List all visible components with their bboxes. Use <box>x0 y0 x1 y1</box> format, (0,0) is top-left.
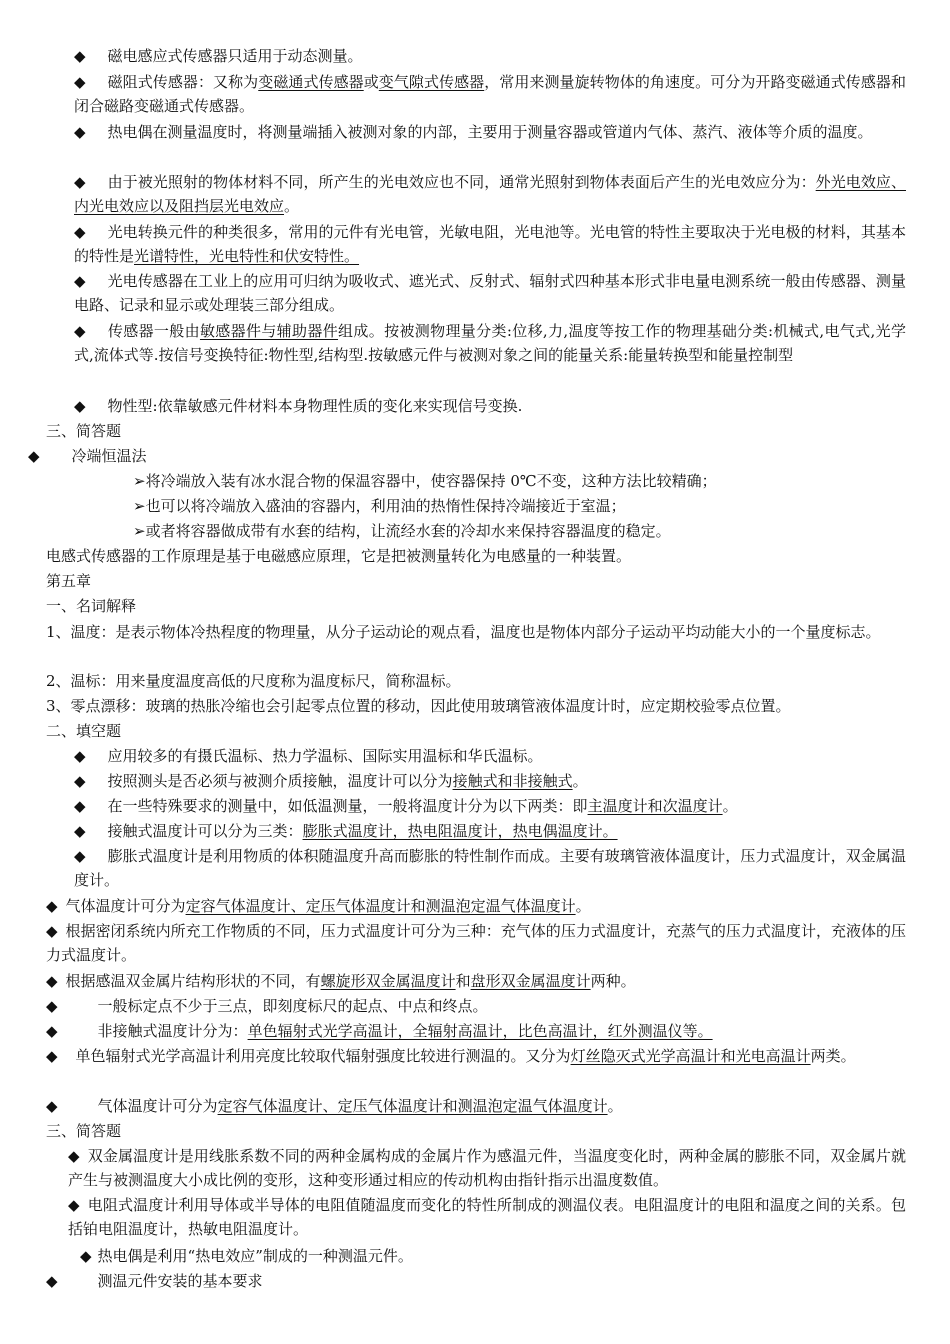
bullet-item <box>80 1246 413 1266</box>
bullet-text: 两种。 <box>590 972 636 990</box>
underlined-answer: 灯丝隐灭式光学高温计和光电高温计 <box>570 1047 811 1065</box>
bullet-text: 热电偶在测量温度时，将测量端插入被测对象的内部，主要用于测量容器或管道内气体、蒸汽、液体等介质的温度。 <box>107 123 873 141</box>
inductive-sensor-text: 电感式传感器的工作原理是基于电磁感应原理，它是把被测量转化为电感量的一种装置。 <box>46 547 632 565</box>
diamond-bullet-icon: ◆ <box>46 1047 58 1065</box>
underlined-answer: 盘形双金属温度计 <box>470 972 591 990</box>
bullet-text: 。 <box>607 1097 623 1115</box>
bullet-item <box>74 746 543 766</box>
diamond-bullet-icon: ◆ <box>74 397 86 415</box>
bullet-text: 气体温度计可分为 <box>65 897 186 915</box>
diamond-bullet-icon: ◆ <box>74 747 86 765</box>
bullet-text: 接触式温度计可以分为三类： <box>107 822 303 840</box>
bullet-text: 。 <box>572 772 588 790</box>
bullet-item <box>74 70 906 119</box>
bullet-text: 热电偶是利用“热电效应”制成的一种测温元件。 <box>97 1247 413 1265</box>
bullet-item <box>74 821 618 841</box>
underlined-answer: 敏感器件与辅助器件 <box>199 322 339 340</box>
bullet-text: 冷端恒温法 <box>71 447 147 465</box>
bullet-text: 单色辐射式光学高温计利用亮度比较取代辐射强度比较进行测温的。又分为 <box>75 1047 571 1065</box>
bullet-item <box>74 796 738 816</box>
arrow-text: 也可以将冷端放入盛油的容器内，利用油的热惰性保持冷端接近于室温； <box>145 497 626 515</box>
arrow-item <box>133 521 671 541</box>
term-definition: 1、温度：是表示物体冷热程度的物理量，从分子运动论的观点看，温度也是物体内部分子运动平均动能大小的一个量度标志。 <box>46 623 881 641</box>
diamond-bullet-icon: ◆ <box>46 997 58 1015</box>
bullet-text: 双金属温度计是用线胀系数不同的两种金属构成的金属片作为感温元件，当温度变化时，两种金属的膨胀不同，双金属片就产生与被测温度大小成比例的变形，这种变形通过相应的传动机构由指针指示出温度数值。 <box>68 1147 906 1190</box>
bullet-item <box>74 120 906 144</box>
bullet-text: ，常用来测量旋转物体的角速度。可分为开路变磁通式传感器和闭合磁路变磁通式传感器。 <box>74 73 906 116</box>
bullet-item <box>46 1021 713 1041</box>
bullet-item <box>46 919 906 968</box>
bullet-text: 光电传感器在工业上的应用可归纳为吸收式、遮光式、反射式、辐射式四种基本形式非电量电测系统一般由传感器、测量电路、记录和显示或处理装三部分组成。 <box>74 272 906 315</box>
underlined-answer: 定容气体温度计、定压气体温度计和测温泡定温气体温度计 <box>217 1097 608 1115</box>
underlined-answer: 单色辐射式光学高温计，全辐射高温计，比色高温计，红外测温仪等。 <box>247 1022 713 1040</box>
bullet-text: 一般标定点不少于三点，即刻度标尺的起点、中点和终点。 <box>97 997 488 1015</box>
term-definition: 2、温标：用来量度温度高低的尺度称为温度标尺，简称温标。 <box>46 672 461 690</box>
arrow-item <box>133 471 717 491</box>
diamond-bullet-icon: ◆ <box>68 1196 80 1214</box>
arrow-bullet-icon: ➢ <box>133 472 146 490</box>
diamond-bullet-icon: ◆ <box>68 1147 80 1165</box>
bullet-item <box>74 46 363 66</box>
section-heading: 二、填空题 <box>46 722 122 740</box>
cold-junction-heading <box>28 446 147 466</box>
diamond-bullet-icon: ◆ <box>74 123 86 141</box>
diamond-bullet-icon: ◆ <box>80 1247 92 1265</box>
arrow-text: 或者将容器做成带有水套的结构，让流经水套的冷却水来保持容器温度的稳定。 <box>145 522 671 540</box>
bullet-text: 光电转换元件的种类很多，常用的元件有光电管，光敏电阻，光电池等。光电管的特性主要取决于光电极的材料，其基本的特性是 <box>74 223 906 266</box>
bullet-text: 两类。 <box>810 1047 856 1065</box>
diamond-bullet-icon: ◆ <box>74 272 86 290</box>
bullet-item <box>46 971 636 991</box>
diamond-bullet-icon: ◆ <box>46 1022 58 1040</box>
bullet-text: 根据密闭系统内所充工作物质的不同，压力式温度计可分为三种：充气体的压力式温度计，充蒸气的压力式温度计，充液体的压力式温度计。 <box>46 922 906 965</box>
bullet-item <box>74 269 906 318</box>
underlined-answer: 变磁通式传感器 <box>258 73 364 91</box>
bullet-text: 或 <box>363 73 379 91</box>
diamond-bullet-icon: ◆ <box>74 173 86 191</box>
diamond-bullet-icon: ◆ <box>74 797 86 815</box>
bullet-text: 测温元件安装的基本要求 <box>97 1272 263 1290</box>
bullet-text: 物性型:依靠敏感元件材料本身物理性质的变化来实现信号变换. <box>107 397 523 415</box>
bullet-text: 根据感温双金属片结构形状的不同，有 <box>65 972 321 990</box>
diamond-bullet-icon: ◆ <box>74 847 86 865</box>
bullet-item <box>74 170 906 219</box>
bullet-text: 组成。按被测物理量分类:位移,力,温度等按工作的物理基础分类:机械式,电气式,光学式,流体式等.按信号变换特征:物性型,结构型.按敏感元件与被测对象之间的能量关系:能量转换型和能量控制型 <box>74 322 906 365</box>
arrow-item <box>133 496 626 516</box>
bullet-text: 电阻式温度计利用导体或半导体的电阻值随温度而变化的特性所制成的测温仪表。电阻温度计的电阻和温度之间的关系。包括铂电阻温度计，热敏电阻温度计。 <box>68 1196 906 1239</box>
bullet-text: 磁电感应式传感器只适用于动态测量。 <box>107 47 363 65</box>
bullet-text: 在一些特殊要求的测量中，如低温测量，一般将温度计分为以下两类：即 <box>107 797 588 815</box>
section-heading: 一、名词解释 <box>46 597 137 615</box>
bullet-item <box>74 771 588 791</box>
bullet-item <box>68 1144 906 1193</box>
bullet-item <box>74 844 906 893</box>
arrow-text: 将冷端放入装有冰水混合物的保温容器中，使容器保持 0℃不变，这种方法比较精确； <box>145 472 717 490</box>
bullet-text: 。 <box>284 197 300 216</box>
diamond-bullet-icon: ◆ <box>46 1272 58 1290</box>
bullet-item <box>74 319 906 368</box>
arrow-bullet-icon: ➢ <box>133 497 146 515</box>
diamond-bullet-icon: ◆ <box>46 922 58 940</box>
bullet-text: 由于被光照射的物体材料不同，所产生的光电效应也不同，通常光照射到物体表面后产生的光电效应分为： <box>107 173 816 191</box>
section-heading: 三、简答题 <box>46 422 122 440</box>
diamond-bullet-icon: ◆ <box>46 897 58 915</box>
bullet-text: 磁阻式传感器：又称为 <box>107 73 259 91</box>
underlined-answer: 定容气体温度计、定压气体温度计和测温泡定温气体温度计 <box>185 897 576 915</box>
diamond-bullet-icon: ◆ <box>28 447 40 465</box>
bullet-item <box>68 1193 906 1242</box>
underlined-answer: 螺旋形双金属温度计 <box>320 972 456 990</box>
bullet-text: 。 <box>722 797 738 815</box>
diamond-bullet-icon: ◆ <box>74 322 86 340</box>
bullet-item <box>46 996 488 1016</box>
bullet-item <box>74 220 906 269</box>
underlined-answer: 变气隙式传感器 <box>378 73 485 91</box>
term-definition: 3、零点漂移：玻璃的热胀冷缩也会引起零点位置的移动，因此使用玻璃管液体温度计时，应定期校验零点位置。 <box>46 697 791 715</box>
diamond-bullet-icon: ◆ <box>74 47 86 65</box>
bullet-item <box>46 1044 906 1068</box>
underlined-answer: 主温度计和次温度计 <box>587 797 723 815</box>
diamond-bullet-icon: ◆ <box>46 1097 58 1115</box>
diamond-bullet-icon: ◆ <box>74 73 86 91</box>
bullet-text: 气体温度计可分为 <box>97 1097 218 1115</box>
underlined-answer: 外光电效应、内光电效应以及阻挡层光电效应 <box>74 173 906 216</box>
diamond-bullet-icon: ◆ <box>74 822 86 840</box>
underlined-answer: 膨胀式温度计，热电阻温度计，热电偶温度计。 <box>302 822 618 840</box>
bullet-text: 应用较多的有摄氏温标、热力学温标、国际实用温标和华氏温标。 <box>107 747 543 765</box>
bullet-item <box>46 896 591 916</box>
diamond-bullet-icon: ◆ <box>46 972 58 990</box>
bullet-item <box>46 1271 263 1291</box>
bullet-text: 。 <box>575 897 591 915</box>
bullet-text: 传感器一般由 <box>107 322 200 340</box>
chapter-title: 第五章 <box>46 572 92 590</box>
underlined-answer: 接触式和非接触式 <box>452 772 573 790</box>
section-heading: 三、简答题 <box>46 1122 122 1140</box>
bullet-text: 按照测头是否必须与被测介质接触，温度计可以分为 <box>107 772 453 790</box>
bullet-text: 非接触式温度计分为： <box>97 1022 248 1040</box>
bullet-item <box>46 1096 623 1116</box>
bullet-item <box>74 396 522 416</box>
bullet-text: 和 <box>455 972 471 990</box>
bullet-text: 膨胀式温度计是利用物质的体积随温度升高而膨胀的特性制作而成。主要有玻璃管液体温度计，压力式温度计，双金属温度计。 <box>74 847 906 890</box>
diamond-bullet-icon: ◆ <box>74 772 86 790</box>
underlined-answer: 光谱特性，光电特性和伏安特性。 <box>134 247 360 266</box>
diamond-bullet-icon: ◆ <box>74 223 86 241</box>
arrow-bullet-icon: ➢ <box>133 522 146 540</box>
